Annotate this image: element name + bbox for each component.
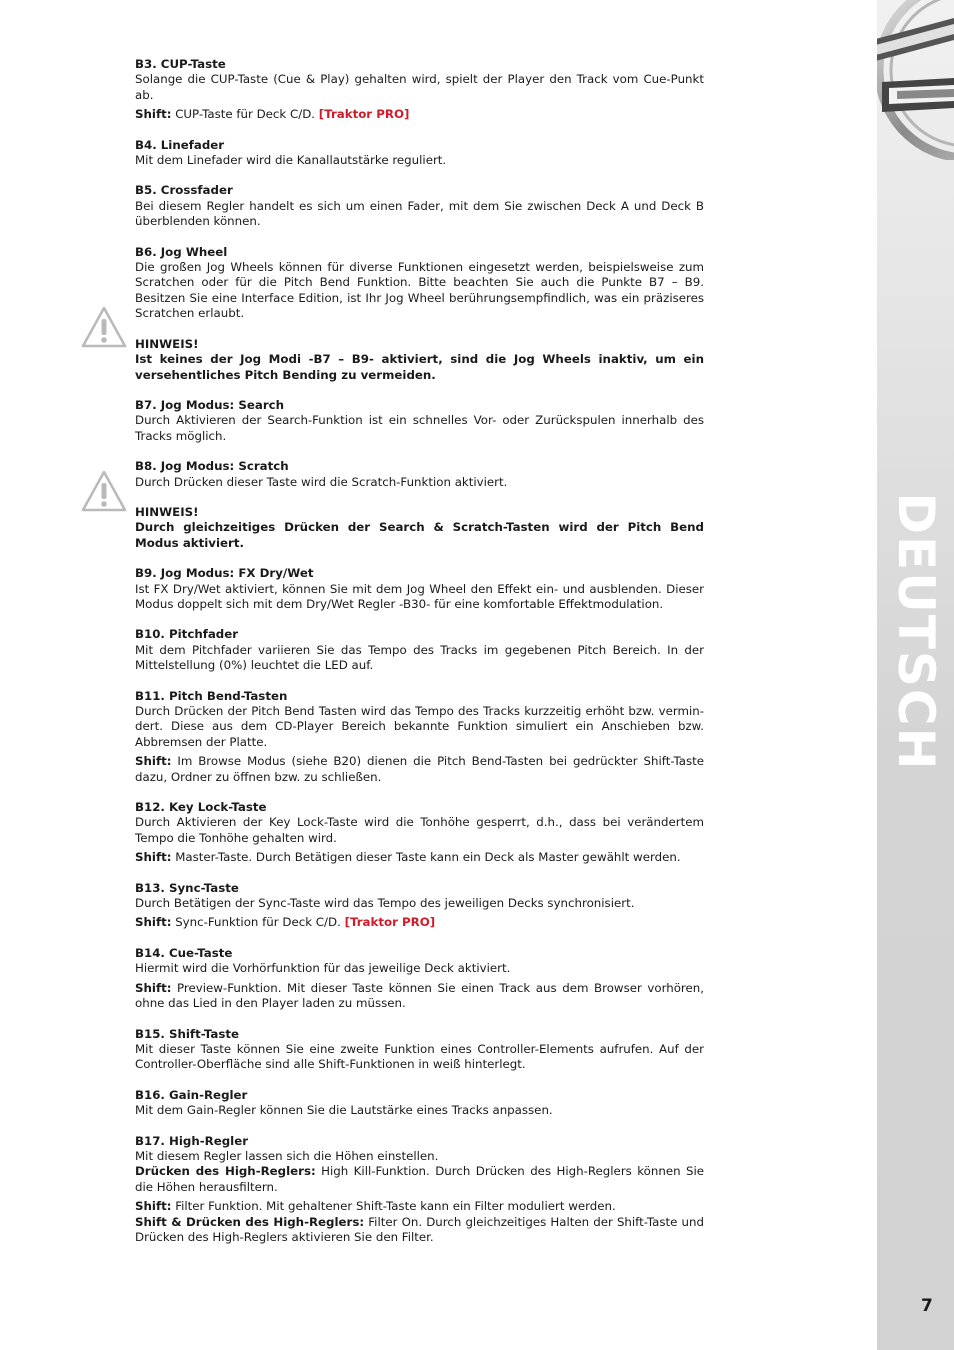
section-text: Mit diesem Regler lassen sich die Höhen einstellen. [135, 1148, 439, 1163]
note-text: Durch gleichzeitiges Drücken der Search & Scratch-Tasten wird der Pitch Bend Modus aktiviert. [135, 520, 704, 550]
section-text: Die großen Jog Wheels können für diverse Funktionen eingesetzt werden, beispielsweise zum Scratchen oder für die Pitch Bend Funktion. Bitte beachten Sie auch die Punkte B7 – B9. Besitzen Sie eine Interface Edition, ist Ihr Jog Wheel berührungsempfindlich, was ein präziseres Scratchen erlaubt. [135, 260, 704, 321]
shift-text: Master-Taste. Durch Betätigen dieser Taste kann ein Deck als Master gewählt werden. [175, 850, 681, 865]
shift-text: Sync-Funktion für Deck C/D. [175, 915, 341, 930]
section-text: Mit dem Linefader wird die Kanallautstärke reguliert. [135, 153, 447, 168]
section-heading: B7. Jog Modus: Search [135, 397, 285, 412]
section-heading: B9. Jog Modus: FX Dry/Wet [135, 566, 314, 581]
shift-note [135, 850, 704, 865]
section-heading: B12. Key Lock-Taste [135, 800, 267, 815]
press-label: Drücken des High-Reglers: [135, 1164, 316, 1179]
section-text: Durch Aktivieren der Search-Funktion ist ein schnelles Vor- oder Zurückspulen innerhalb des Tracks möglich. [135, 413, 704, 443]
note-heading: HINWEIS! [135, 504, 199, 519]
shift-note [135, 981, 704, 1012]
section-heading: B16. Gain-Regler [135, 1087, 248, 1102]
section-text: Durch Drücken dieser Taste wird die Scratch-Funktion aktiviert. [135, 474, 508, 489]
warning-icon [80, 469, 128, 513]
shift-press-label: Shift & Drücken des High-Reglers: [135, 1214, 365, 1229]
section-heading: B14. Cue-Taste [135, 945, 233, 960]
manual-text [135, 57, 704, 1260]
section-text: Mit dieser Taste können Sie eine zweite Funktion eines Controller-Elements aufrufen. Auf der Controller-Oberfläche sind alle Shift-Funktionen in weiß hinterlegt. [135, 1041, 704, 1072]
shift-label: Shift: [135, 980, 172, 995]
section-text: Mit dem Gain-Regler können Sie die Lautstärke eines Tracks anpassen. [135, 1103, 553, 1118]
shift-note [135, 1199, 704, 1214]
section-heading: B5. Crossfader [135, 183, 233, 198]
section-heading: B6. Jog Wheel [135, 244, 228, 259]
shift-label: Shift: [135, 850, 172, 865]
section-b8 [135, 459, 704, 490]
section-b17 [135, 1134, 704, 1246]
section-text: Hiermit wird die Vorhörfunktion für das jeweilige Deck aktiviert. [135, 961, 511, 976]
section-b13 [135, 881, 704, 931]
shift-note [135, 915, 704, 930]
shift-text: CUP-Taste für Deck C/D. [175, 107, 316, 122]
note-text: Ist keines der Jog Modi -B7 – B9- aktiviert, sind die Jog Wheels inaktiv, um ein versehentliches Pitch Bending zu vermeiden. [135, 352, 704, 382]
warning-icon [80, 305, 128, 349]
section-text: Solange die CUP-Taste (Cue & Play) gehalten wird, spielt der Player den Track vom Cue-Punkt ab. [135, 72, 704, 102]
section-heading: B13. Sync-Taste [135, 880, 239, 895]
section-b15 [135, 1027, 704, 1073]
section-heading: B15. Shift-Taste [135, 1026, 240, 1041]
section-b16 [135, 1088, 704, 1119]
note-pitch-bend [135, 505, 704, 551]
shift-label: Shift: [135, 754, 172, 769]
note-heading: HINWEIS! [135, 336, 199, 351]
shift-label: Shift: [135, 915, 172, 930]
page-number: 7 [921, 1296, 933, 1316]
section-heading: B8. Jog Modus: Scratch [135, 459, 289, 474]
section-b3 [135, 57, 704, 123]
press-text: High Kill-Funktion. Durch Drücken des High-Reglers können Sie die Höhen herausfiltern. [135, 1164, 704, 1194]
section-b6 [135, 245, 704, 322]
shift-text: Filter Funktion. Mit gehaltener Shift-Taste kann ein Filter moduliert werden. [175, 1199, 616, 1214]
shift-press-note [135, 1215, 704, 1246]
brand-logo-icon [877, 0, 954, 160]
section-b9 [135, 566, 704, 612]
section-b14 [135, 946, 704, 1012]
traktor-pro-tag: [Traktor PRO] [318, 107, 410, 122]
shift-label: Shift: [135, 1199, 172, 1214]
section-text: Durch Drücken der Pitch Bend Tasten wird das Tempo des Tracks kurzzeitig erhöht bzw. vermindert. Diese aus dem CD-Player Bereich bekannte Funktion simuliert ein Anschieben bzw. Abbremsen der Platte. [135, 704, 704, 749]
section-text: Ist FX Dry/Wet aktiviert, können Sie mit dem Jog Wheel den Effekt ein- und ausblenden. Dieser Modus doppelt sich mit dem Dry/Wet Regler -B30- für eine komfortable Effektmodulation. [135, 581, 704, 611]
shift-label: Shift: [135, 107, 172, 122]
section-text: Mit dem Pitchfader variieren Sie das Tempo des Tracks im gegebenen Pitch Bereich. In der Mittelstellung (0%) leuchtet die LED auf. [135, 642, 704, 673]
traktor-pro-tag: [Traktor PRO] [344, 915, 436, 930]
section-text: Durch Betätigen der Sync-Taste wird das Tempo des jeweiligen Decks synchronisiert. [135, 896, 635, 911]
shift-text: Im Browse Modus (siehe B20) dienen die Pitch Bend-Tasten bei gedrückter Shift-Taste dazu, Ordner zu öffnen bzw. zu schließen. [135, 754, 705, 784]
press-note [135, 1164, 704, 1195]
section-text: Bei diesem Regler handelt es sich um einen Fader, mit dem Sie zwischen Deck A und Deck B überblenden können. [135, 198, 704, 229]
section-text: Durch Aktivieren der Key Lock-Taste wird die Tonhöhe gesperrt, d.h., dass bei verändertem Tempo die Tonhöhe gehalten wird. [135, 815, 704, 845]
section-b4 [135, 138, 704, 169]
section-heading: B4. Linefader [135, 137, 225, 152]
shift-text: Preview-Funktion. Mit dieser Taste können Sie einen Track aus dem Browser vorhören, ohne das Lied in den Player laden zu müssen. [135, 980, 705, 1011]
section-heading: B17. High-Regler [135, 1133, 249, 1148]
shift-press-text: Filter On. Durch gleichzeitiges Halten der Shift-Taste und Drücken des High-Reglers aktivieren Sie den Filter. [135, 1214, 705, 1244]
section-b7 [135, 398, 704, 444]
section-b12 [135, 800, 704, 866]
section-heading: B11. Pitch Bend-Tasten [135, 688, 288, 703]
section-heading: B10. Pitchfader [135, 627, 239, 642]
section-b11 [135, 689, 704, 785]
language-label: DEUTSCH [887, 492, 945, 772]
section-heading: B3. CUP-Taste [135, 57, 226, 71]
note-jog-inactive [135, 337, 704, 383]
section-b5 [135, 183, 704, 229]
shift-note [135, 107, 704, 122]
shift-note [135, 754, 704, 785]
section-b10 [135, 627, 704, 673]
